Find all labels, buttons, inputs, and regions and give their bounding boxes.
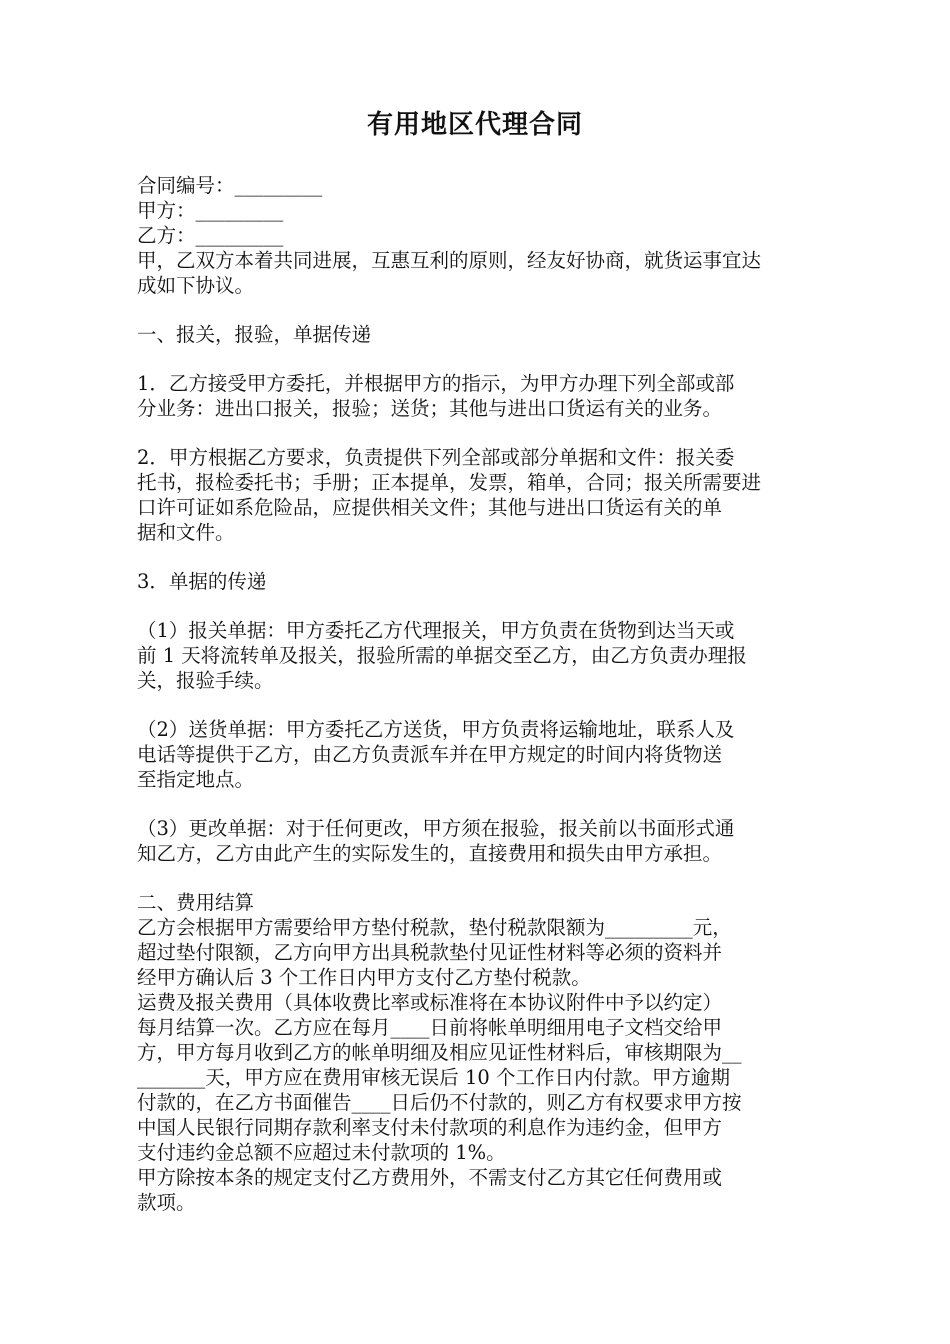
clause-line: 口许可证如系危险品，应提供相关文件；其他与进出口货运有关的单 (137, 496, 723, 519)
sub-clause-line: 前 1 天将流转单及报关，报验所需的单据交至乙方，由乙方负责办理报 (137, 644, 747, 667)
section-heading: 二、费用结算 (137, 891, 255, 914)
clause-line: 款项。 (137, 1191, 196, 1214)
clause-line: 超过垫付限额，乙方向甲方出具税款垫付见证性材料等必须的资料并 (137, 941, 723, 964)
sub-clause-line: 至指定地点。 (137, 768, 255, 791)
sub-clause-line: （3）更改单据：对于任何更改，甲方须在报验，报关前以书面形式通 (137, 817, 735, 840)
section-heading: 一、报关，报验，单据传递 (137, 323, 372, 346)
document-body (137, 173, 817, 1215)
clause-line: 甲方除按本条的规定支付乙方费用外，不需支付乙方其它任何费用或 (137, 1166, 723, 1189)
clause-line: 1．乙方接受甲方委托，并根据甲方的指示，为甲方办理下列全部或部 (137, 372, 735, 395)
sub-clause-line: 电话等提供于乙方，由乙方负责派车并在甲方规定的时间内将货物送 (137, 743, 723, 766)
clause-heading: 3．单据的传递 (137, 570, 267, 593)
clause-line: 运费及报关费用（具体收费比率或标准将在本协议附件中予以约定） (137, 991, 723, 1014)
clause-line: 方，甲方每月收到乙方的帐单明细及相应见证性材料后，审核期限为__ (137, 1041, 742, 1064)
clause-line: _______天，甲方应在费用审核无误后 10 个工作日内付款。甲方逾期 (137, 1066, 730, 1089)
clause-line: 托书，报检委托书；手册；正本提单，发票，箱单，合同；报关所需要进 (137, 471, 762, 494)
sub-clause-line: 关，报验手续。 (137, 669, 274, 692)
clause-line: 乙方会根据甲方需要给甲方垫付税款，垫付税款限额为_________元， (137, 916, 732, 939)
sub-clause-line: 知乙方，乙方由此产生的实际发生的，直接费用和损失由甲方承担。 (137, 842, 723, 865)
clause-line: 2．甲方根据乙方要求，负责提供下列全部或部分单据和文件：报关委 (137, 446, 735, 469)
contract-number-line: 合同编号：_________ (137, 174, 323, 197)
clause-line: 支付违约金总额不应超过未付款项的 1%。 (137, 1141, 506, 1164)
clause-line: 分业务：进出口报关，报验；送货；其他与进出口货运有关的业务。 (137, 397, 723, 420)
sub-clause-line: （1）报关单据：甲方委托乙方代理报关，甲方负责在货物到达当天或 (137, 619, 735, 642)
clause-line: 据和文件。 (137, 521, 235, 544)
clause-line: 中国人民银行同期存款利率支付未付款项的利息作为违约金，但甲方 (137, 1116, 723, 1139)
sub-clause-line: （2）送货单据：甲方委托乙方送货，甲方负责将运输地址，联系人及 (137, 718, 735, 741)
clause-line: 付款的，在乙方书面催告____日后仍不付款的，则乙方有权要求甲方按 (137, 1091, 742, 1114)
document-title: 有用地区代理合同 (366, 110, 583, 140)
intro-line: 甲，乙双方本着共同进展，互惠互利的原则，经友好协商，就货运事宜达 (137, 249, 762, 272)
party-b-line: 乙方：_________ (137, 224, 284, 247)
clause-line: 经甲方确认后 3 个工作日内甲方支付乙方垫付税款。 (137, 966, 591, 989)
intro-line: 成如下协议。 (137, 274, 255, 297)
party-a-line: 甲方：_________ (137, 199, 284, 222)
clause-line: 每月结算一次。乙方应在每月____日前将帐单明细用电子文档交给甲 (137, 1016, 723, 1039)
